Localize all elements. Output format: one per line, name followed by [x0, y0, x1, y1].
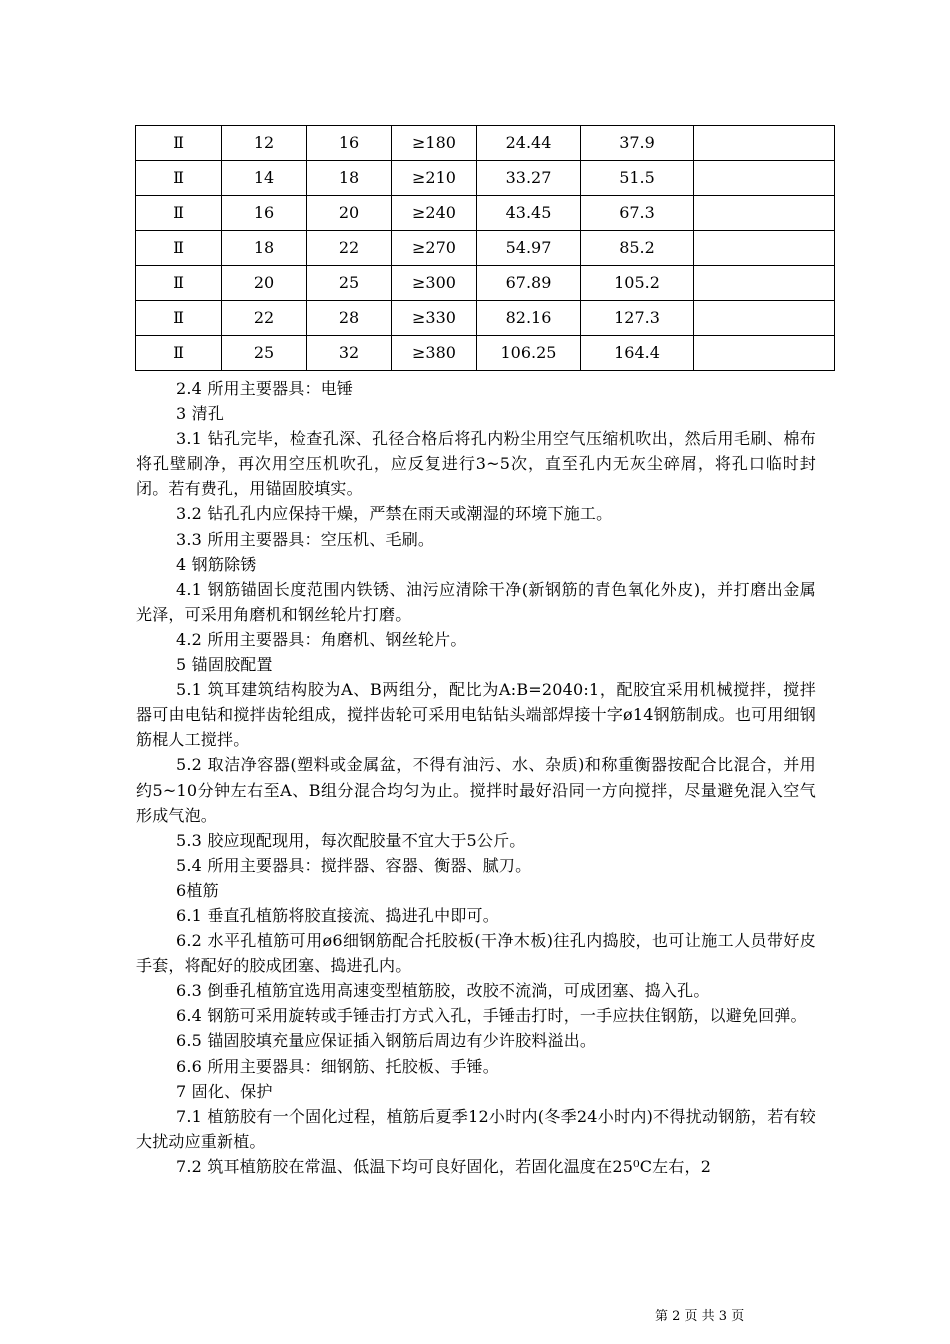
table-cell: 18: [307, 161, 392, 196]
document-body: [136, 376, 816, 1179]
table-cell: 105.2: [581, 266, 694, 301]
table-cell: [694, 231, 835, 266]
paragraph: 6.5 锚固胶填充量应保证插入钢筋后周边有少许胶料溢出。: [176, 1031, 597, 1051]
table-cell: 24.44: [477, 126, 581, 161]
table-cell: 54.97: [477, 231, 581, 266]
table-cell: 20: [222, 266, 307, 301]
paragraph: 3.1 钻孔完毕，检查孔深、孔径合格后将孔内粉尘用空气压缩机吹出，然后用毛刷、棉布将孔壁刷净，再次用空压机吹孔，应反复进行3~5次，直至孔内无灰尘碎屑，将孔口临时封闭。若有费孔，用锚固胶填实。: [136, 429, 816, 499]
table-cell: 82.16: [477, 301, 581, 336]
table-cell: 43.45: [477, 196, 581, 231]
paragraph: 5.1 筑耳建筑结构胶为A、B两组分，配比为A:B=2040:1，配胶宜采用机械搅拌，搅拌器可由电钻和搅拌齿轮组成，搅拌齿轮可采用电钻钻头端部焊接十字ø14钢筋制成。也可用细钢筋棍人工搅拌。: [136, 680, 816, 750]
table-cell: [694, 161, 835, 196]
paragraph: 5.2 取洁净容器(塑料或金属盆，不得有油污、水、杂质)和称重衡器按配合比混合，并用约5~10分钟左右至A、B组分混合均匀为止。搅拌时最好沿同一方向搅拌，尽量避免混入空气形成气泡。: [136, 755, 816, 825]
table-row: [136, 336, 835, 371]
table-row: [136, 301, 835, 336]
table-cell: 32: [307, 336, 392, 371]
table-cell: 22: [307, 231, 392, 266]
spec-table: [135, 125, 835, 371]
table-cell: 16: [222, 196, 307, 231]
paragraph: 6.3 倒垂孔植筋宜选用高速变型植筋胶，改胶不流淌，可成团塞、捣入孔。: [176, 981, 710, 1001]
table-cell: ≥180: [392, 126, 477, 161]
paragraph: 5.3 胶应现配现用，每次配胶量不宜大于5公斤。: [176, 830, 526, 850]
table-cell: 85.2: [581, 231, 694, 266]
table-cell: ≥380: [392, 336, 477, 371]
paragraph: 6.4 钢筋可采用旋转或手锤击打方式入孔，手锤击打时，一手应扶住钢筋，以避免回弹。: [176, 1006, 807, 1026]
paragraph: 7.2 筑耳植筋胶在常温、低温下均可良好固化，若固化温度在25⁰C左右，2: [176, 1156, 712, 1176]
table-cell: ≥210: [392, 161, 477, 196]
table-row: [136, 126, 835, 161]
paragraph: 4.2 所用主要器具：角磨机、钢丝轮片。: [176, 629, 467, 649]
paragraph: 3.3 所用主要器具：空压机、毛刷。: [176, 529, 435, 549]
table-cell: 16: [307, 126, 392, 161]
table-cell: 33.27: [477, 161, 581, 196]
table-cell: [694, 336, 835, 371]
page-footer: 第 2 页 共 3 页: [655, 1309, 745, 1324]
table-row: [136, 196, 835, 231]
table-cell: ≥300: [392, 266, 477, 301]
table-cell: Ⅱ: [136, 231, 222, 266]
table-cell: Ⅱ: [136, 336, 222, 371]
table-cell: 67.89: [477, 266, 581, 301]
table-cell: 12: [222, 126, 307, 161]
paragraph: 3 清孔: [176, 404, 225, 424]
table-cell: 18: [222, 231, 307, 266]
table-cell: 28: [307, 301, 392, 336]
paragraph: 2.4 所用主要器具：电锤: [176, 379, 354, 398]
paragraph: 6.2 水平孔植筋可用ø6细钢筋配合托胶板(干净木板)往孔内捣胶，也可让施工人员带好皮手套，将配好的胶成团塞、捣进孔内。: [136, 931, 816, 976]
table-cell: Ⅱ: [136, 161, 222, 196]
table-cell: Ⅱ: [136, 301, 222, 336]
paragraph: 3.2 钻孔孔内应保持干燥，严禁在雨天或潮湿的环境下施工。: [176, 504, 613, 524]
table-cell: ≥240: [392, 196, 477, 231]
table-cell: 25: [307, 266, 392, 301]
table-cell: ≥330: [392, 301, 477, 336]
table-cell: 22: [222, 301, 307, 336]
table-cell: 127.3: [581, 301, 694, 336]
table-cell: [694, 196, 835, 231]
table-row: [136, 266, 835, 301]
paragraph: 7 固化、保护: [176, 1081, 273, 1101]
table-cell: 37.9: [581, 126, 694, 161]
table-cell: 25: [222, 336, 307, 371]
paragraph: 4.1 钢筋锚固长度范围内铁锈、油污应清除干净(新钢筋的青色氧化外皮)，并打磨出金属光泽，可采用角磨机和钢丝轮片打磨。: [136, 579, 816, 624]
table-cell: ≥270: [392, 231, 477, 266]
table-cell: 106.25: [477, 336, 581, 371]
table-cell: Ⅱ: [136, 266, 222, 301]
table-cell: 20: [307, 196, 392, 231]
table-cell: [694, 126, 835, 161]
paragraph: 5.4 所用主要器具：搅拌器、容器、衡器、腻刀。: [176, 855, 532, 875]
table-cell: [694, 301, 835, 336]
table-cell: 51.5: [581, 161, 694, 196]
table-cell: 14: [222, 161, 307, 196]
table-row: [136, 231, 835, 266]
table-cell: 67.3: [581, 196, 694, 231]
paragraph: 6植筋: [176, 880, 219, 900]
paragraph: 6.6 所用主要器具：细钢筋、托胶板、手锤。: [176, 1056, 499, 1076]
table-cell: [694, 266, 835, 301]
table-cell: 164.4: [581, 336, 694, 371]
paragraph: 5 锚固胶配置: [176, 655, 273, 675]
table-cell: Ⅱ: [136, 126, 222, 161]
paragraph: 7.1 植筋胶有一个固化过程，植筋后夏季12小时内(冬季24小时内)不得扰动钢筋，若有较大扰动应重新植。: [136, 1106, 816, 1151]
paragraph: 6.1 垂直孔植筋将胶直接流、捣进孔中即可。: [176, 905, 499, 925]
paragraph: 4 钢筋除锈: [176, 554, 257, 574]
table-row: [136, 161, 835, 196]
table-cell: Ⅱ: [136, 196, 222, 231]
